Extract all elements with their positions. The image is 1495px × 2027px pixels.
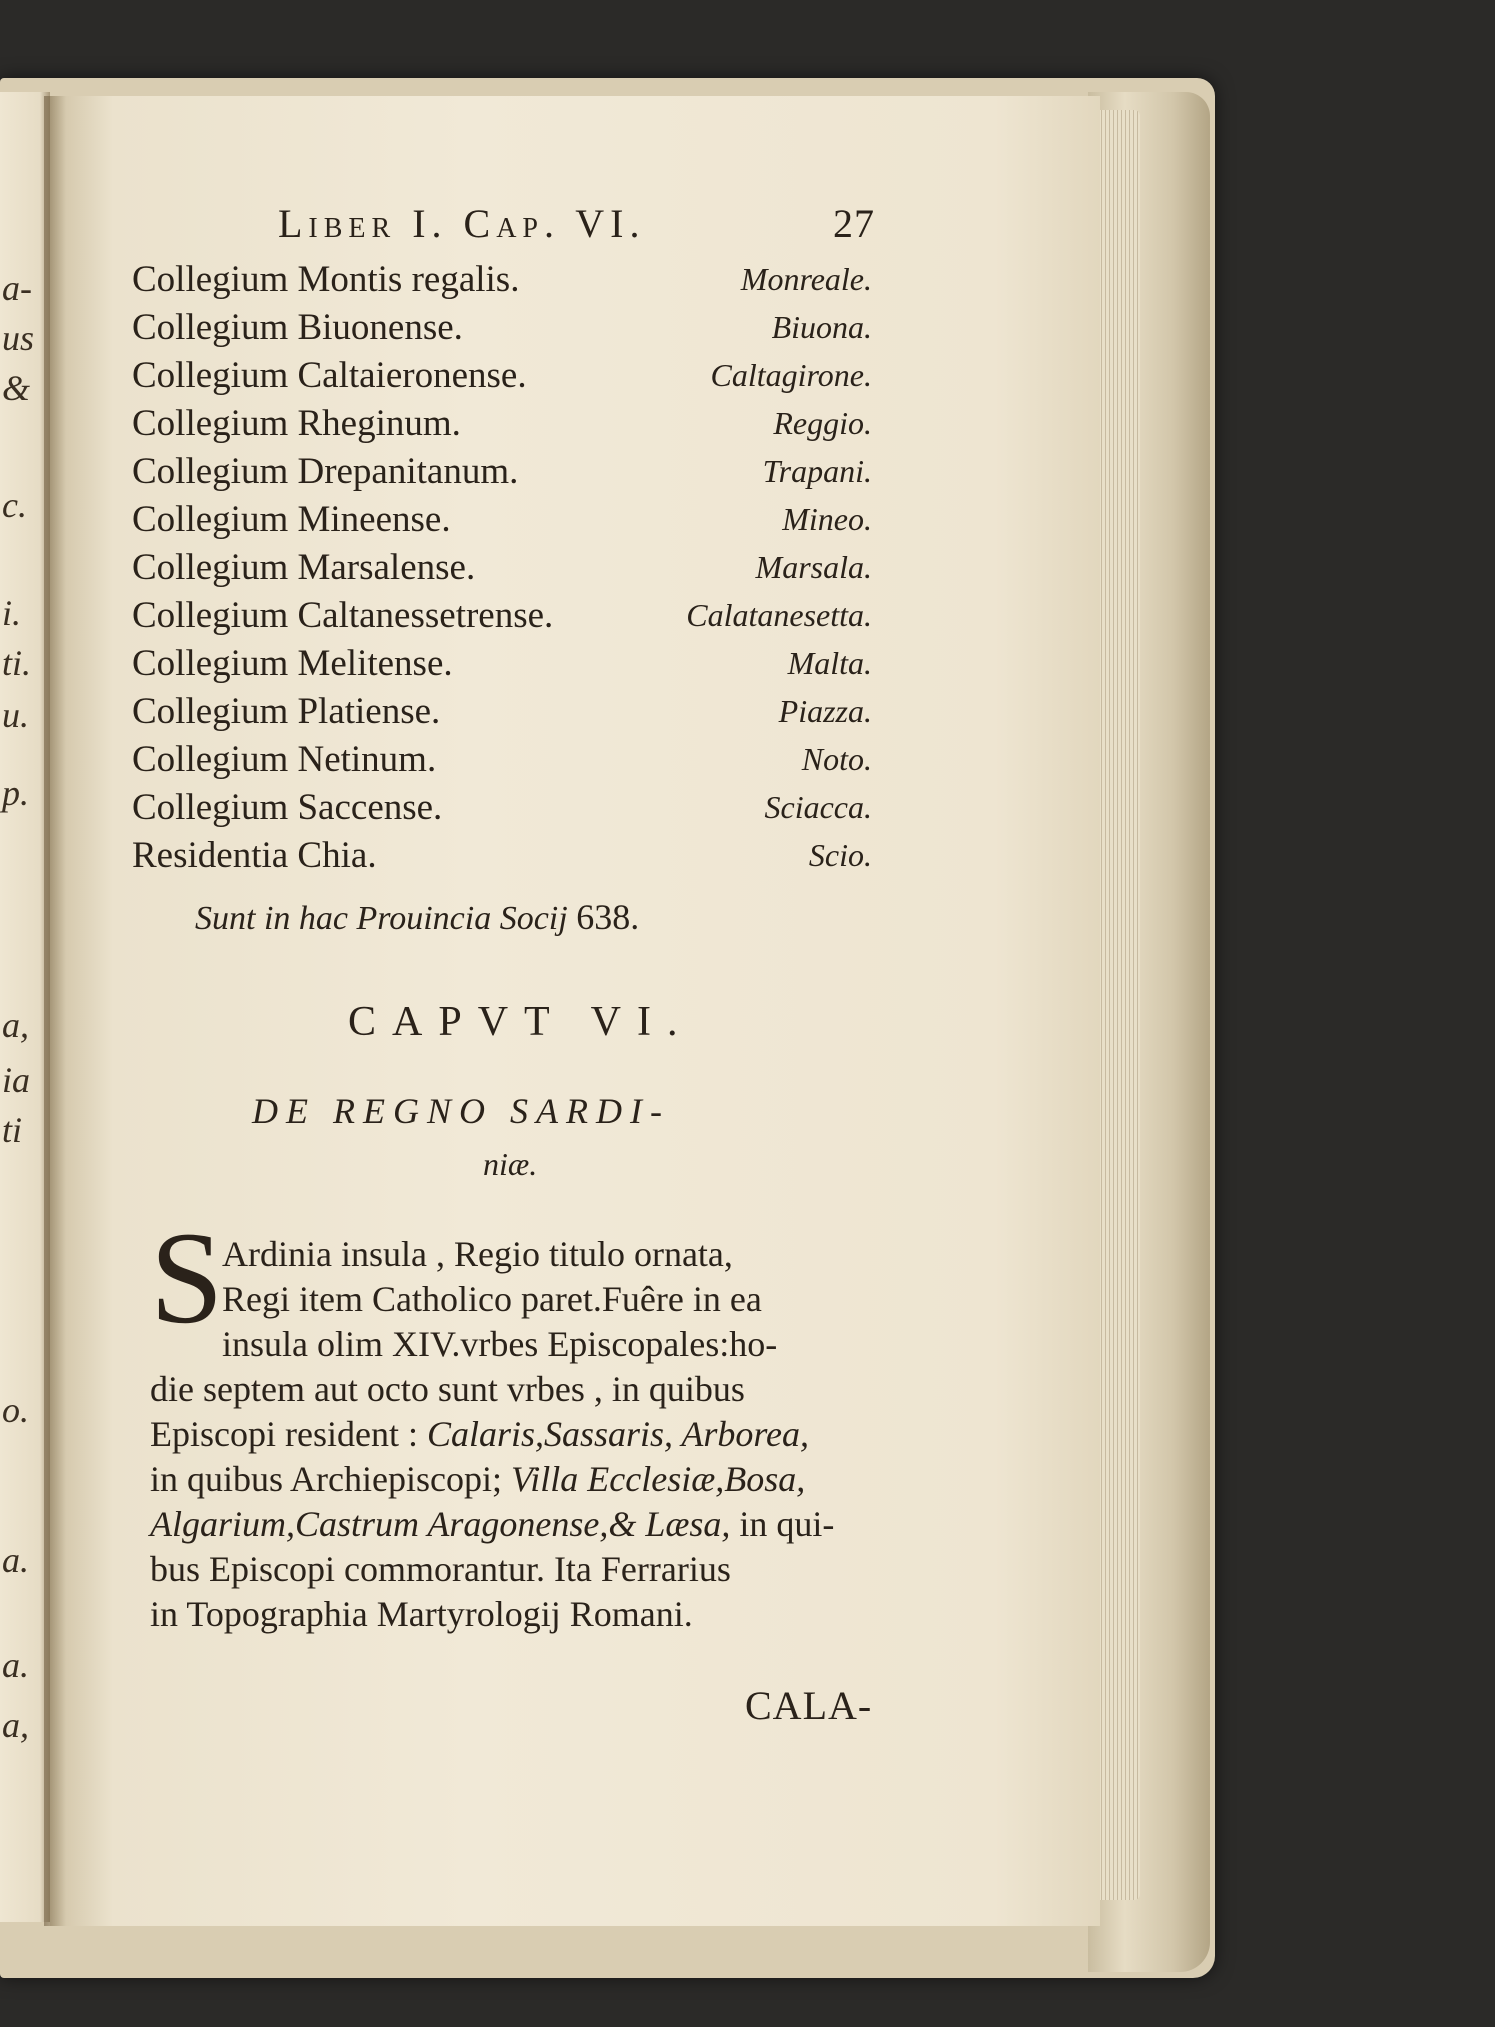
college-name: Collegium Mineense. <box>132 499 451 540</box>
college-entry <box>132 594 872 637</box>
college-entry <box>132 834 872 877</box>
margin-fragment: ti <box>2 1110 23 1150</box>
running-title: Liber I. Cap. VI. <box>278 201 646 246</box>
college-name: Collegium Drepanitanum. <box>132 451 519 492</box>
body-line <box>150 1412 809 1456</box>
body-line <box>150 1457 805 1501</box>
college-place: Monreale. <box>740 261 872 297</box>
college-entry <box>132 546 872 589</box>
margin-fragment: o. <box>2 1390 29 1430</box>
body-line: Regi item Catholico paret.Fuêre in ea <box>222 1279 762 1319</box>
summary-text: Sunt in hac Prouincia Socij <box>195 900 568 937</box>
college-place: Reggio. <box>773 405 872 441</box>
margin-fragment: a, <box>2 1705 29 1745</box>
margin-fragment: us <box>2 318 35 358</box>
body-line: Ardinia insula , Regio titulo ornata, <box>222 1234 733 1274</box>
margin-fragment: a. <box>2 1540 29 1580</box>
running-header <box>205 200 875 250</box>
college-entry <box>132 306 872 349</box>
body-text: in qui- <box>730 1504 835 1544</box>
college-name: Collegium Biuonense. <box>132 307 463 348</box>
college-place: Mineo. <box>782 501 872 537</box>
members-summary <box>195 896 639 938</box>
college-place: Calatanesetta. <box>686 597 872 633</box>
page-number: 27 <box>833 201 875 246</box>
margin-fragment: u. <box>2 695 29 735</box>
catchword: CALA- <box>745 1683 873 1728</box>
city-names: Calaris,Sassaris, Arborea, <box>426 1414 810 1454</box>
gutter-shadow <box>44 96 66 1926</box>
college-place: Noto. <box>801 741 872 777</box>
college-entry <box>132 690 872 733</box>
chapter-subtitle: DE REGNO SARDI- <box>252 1091 670 1131</box>
margin-fragment: ia <box>2 1060 31 1100</box>
college-entry <box>132 642 872 685</box>
margin-fragment: p. <box>2 773 29 813</box>
margin-fragment: i. <box>2 593 22 633</box>
body-line: bus Episcopi commorantur. Ita Ferrarius <box>150 1549 731 1589</box>
college-place: Malta. <box>787 645 872 681</box>
chapter-heading: CAPVT VI. <box>348 999 694 1045</box>
margin-fragment: a, <box>2 1005 29 1045</box>
college-place: Sciacca. <box>764 789 872 825</box>
body-line <box>150 1502 834 1546</box>
chapter-subtitle-continued: niæ. <box>483 1146 538 1182</box>
college-entry <box>132 354 872 397</box>
body-line: insula olim XIV.vrbes Episcopales:ho- <box>222 1324 778 1364</box>
college-place: Trapani. <box>762 453 872 489</box>
body-text: in quibus Archiepiscopi; <box>150 1459 511 1499</box>
college-entry <box>132 786 872 829</box>
college-place: Piazza. <box>778 693 872 729</box>
margin-fragment: c. <box>2 485 27 525</box>
margin-fragment: a. <box>2 1645 29 1685</box>
left-page-edge <box>0 92 50 1922</box>
margin-fragment: a- <box>2 268 32 308</box>
college-name: Collegium Platiense. <box>132 691 441 732</box>
college-name: Residentia Chia. <box>132 835 377 876</box>
drop-cap: S <box>150 1204 224 1351</box>
college-name: Collegium Marsalense. <box>132 547 476 588</box>
college-entry <box>132 738 872 781</box>
college-name: Collegium Caltaieronense. <box>132 355 527 396</box>
college-place: Biuona. <box>771 309 872 345</box>
college-name: Collegium Caltanessetrense. <box>132 595 554 636</box>
college-name: Collegium Montis regalis. <box>132 259 520 300</box>
margin-fragment: ti. <box>2 643 32 683</box>
margin-fragment: & <box>2 368 31 408</box>
college-place: Scio. <box>808 837 872 873</box>
city-names: Algarium,Castrum Aragonense,& Læsa, <box>150 1504 731 1544</box>
body-text: Episcopi resident : <box>150 1414 427 1454</box>
college-entry <box>132 498 872 541</box>
college-name: Collegium Saccense. <box>132 787 443 828</box>
college-entry <box>132 402 872 445</box>
college-entry <box>132 258 872 301</box>
city-names: Villa Ecclesiæ,Bosa, <box>510 1459 806 1499</box>
college-entry <box>132 450 872 493</box>
college-name: Collegium Rheginum. <box>132 403 461 444</box>
page-edges <box>1094 110 1140 1900</box>
body-line: die septem aut octo sunt vrbes , in quibus <box>150 1369 745 1409</box>
college-name: Collegium Melitense. <box>132 643 453 684</box>
college-place: Caltagirone. <box>710 357 872 393</box>
college-name: Collegium Netinum. <box>132 739 437 780</box>
college-place: Marsala. <box>755 549 872 585</box>
summary-count: 638. <box>576 897 640 937</box>
body-line: in Topographia Martyrologij Romani. <box>150 1594 693 1634</box>
